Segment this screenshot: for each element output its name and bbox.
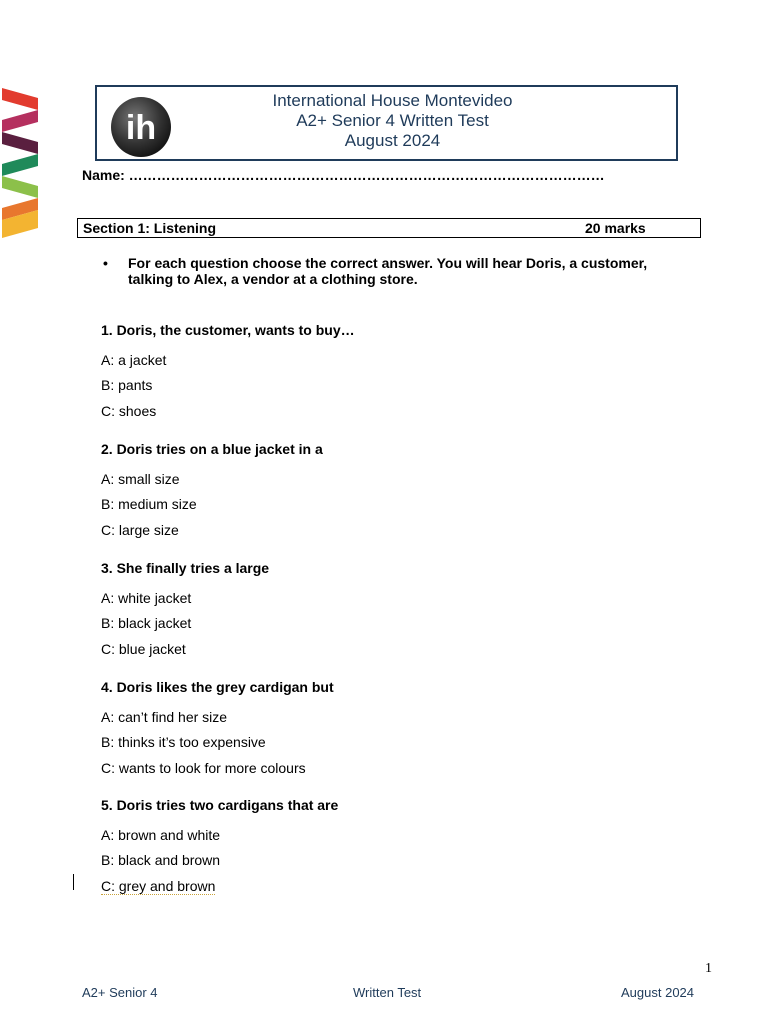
question-title: 5. Doris tries two cardigans that are bbox=[101, 797, 339, 813]
question-5 bbox=[101, 797, 338, 899]
question-title: 4. Doris likes the grey cardigan but bbox=[101, 679, 334, 695]
question-4 bbox=[101, 679, 334, 781]
answer-option[interactable]: B: thinks it’s too expensive bbox=[101, 734, 266, 751]
footer-right: August 2024 bbox=[621, 985, 695, 1000]
instruction-text: For each question choose the correct answer. You will hear Doris, a customer, talking to Alex, a vendor at a clothing store. bbox=[128, 255, 648, 287]
section-title: Section 1: Listening bbox=[83, 220, 217, 236]
answer-option[interactable]: A: can’t find her size bbox=[101, 709, 228, 725]
test-date: August 2024 bbox=[344, 131, 441, 150]
svg-text:ih: ih bbox=[125, 109, 157, 147]
question-3 bbox=[101, 560, 269, 662]
footer-left: A2+ Senior 4 bbox=[82, 985, 158, 1000]
section-header bbox=[77, 218, 701, 238]
answer-option[interactable]: C: blue jacket bbox=[101, 640, 186, 657]
test-title: A2+ Senior 4 Written Test bbox=[296, 111, 489, 130]
answer-option[interactable]: B: black and brown bbox=[101, 852, 221, 869]
section-marks: 20 marks bbox=[585, 220, 646, 236]
footer-center: Written Test bbox=[353, 985, 422, 1000]
answer-option[interactable]: C: large size bbox=[101, 521, 179, 538]
question-2 bbox=[101, 441, 323, 543]
decorative-ribbon bbox=[0, 88, 40, 240]
bullet-icon: • bbox=[103, 255, 108, 271]
answer-option[interactable]: C: grey and brown bbox=[101, 877, 216, 894]
text-cursor bbox=[73, 874, 74, 890]
answer-option[interactable]: A: brown and white bbox=[101, 827, 221, 843]
answer-option[interactable]: A: a jacket bbox=[101, 352, 167, 368]
answer-option[interactable]: A: white jacket bbox=[101, 590, 192, 606]
answer-option[interactable]: C: shoes bbox=[101, 402, 157, 419]
answer-option[interactable]: B: pants bbox=[101, 377, 153, 394]
answer-option[interactable]: A: small size bbox=[101, 471, 180, 487]
answer-option[interactable]: C: wants to look for more colours bbox=[101, 759, 306, 776]
answer-option[interactable]: B: black jacket bbox=[101, 615, 192, 632]
question-1 bbox=[101, 322, 355, 424]
name-field[interactable]: Name: ………………………………………………………………………………………… bbox=[82, 167, 605, 183]
question-title: 3. She finally tries a large bbox=[101, 560, 270, 576]
question-title: 2. Doris tries on a blue jacket in a bbox=[101, 441, 323, 457]
header-box bbox=[95, 85, 678, 161]
header-title-block bbox=[97, 91, 676, 151]
question-title: 1. Doris, the customer, wants to buy… bbox=[101, 322, 355, 338]
school-name: International House Montevideo bbox=[272, 91, 513, 110]
answer-option[interactable]: B: medium size bbox=[101, 496, 197, 513]
page-number: 1 bbox=[705, 961, 712, 976]
